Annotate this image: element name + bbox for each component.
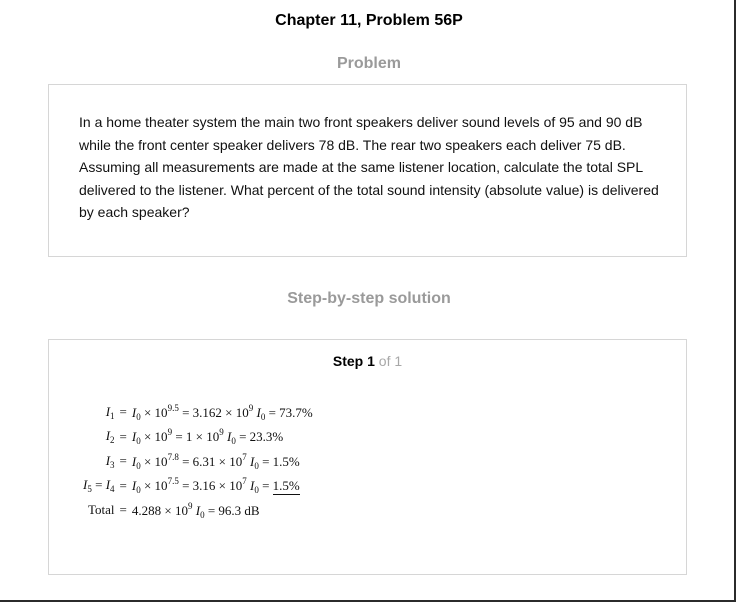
equation-lhs: $I_5 = I_4$ [83, 477, 115, 495]
equation-row: Total = $4.288 \times 10^9$ $I_0 = 96.3$ dB [83, 498, 313, 523]
equation-lhs: $I_2$ [105, 428, 115, 446]
equation-result: 73.7% [279, 404, 313, 420]
step-number: 1 [367, 353, 375, 369]
equation-result: 23.3% [249, 429, 284, 445]
equation-expression: $4.288 \times 10^9$ $I_0 = 96.3$ dB [131, 500, 260, 520]
step-title [49, 353, 686, 369]
problem-box [48, 84, 687, 257]
equation-result: 96.3 dB [218, 502, 260, 518]
equation-result: 1.5% [272, 478, 300, 494]
chapter-title: Chapter 11, Problem 56P [275, 12, 463, 29]
equation-expression: $I_0 \times 10^{7.5} = 3.16 \times 10^7$ $I_0 = 1.5\%$ [131, 476, 300, 496]
equation-result: 1.5% [272, 453, 300, 469]
equation-lhs: $I_1$ [105, 403, 115, 421]
step-box [48, 339, 687, 575]
equation-expression: $I_0 \times 10^{9.5} = 3.162 \times 10^9$ $I_0 = 73.7\%$ [131, 402, 313, 422]
solution-heading: Step-by-step solution [287, 290, 451, 307]
equation-lhs: Total [88, 502, 115, 518]
equation-row: $I_3$ = $I_0 \times 10^{7.8} = 6.31 \times 10^7$ $I_0 = 1.5\%$ [83, 449, 313, 474]
equation-row: $I_5 = I_4$ = $I_0 \times 10^{7.5} = 3.16 \times 10^7$ $I_0 = 1.5\%$ [83, 474, 313, 499]
equation-lhs: $I_3$ [105, 452, 115, 470]
step-label: Step [332, 353, 364, 369]
equation-expression: $I_0 \times 10^9 = 1 \times 10^9$ $I_0 = 23.3\%$ [131, 427, 284, 447]
step-of-count: of 1 [378, 353, 403, 369]
problem-text: In a home theater system the main two front speakers deliver sound levels of 95 and 90 dB while the front center speaker delivers 78 dB. The rear two speakers each deliver 75 dB. Assuming all measurements are made at the same listener location, calculate the total SPL delivered to the listener. What percent of the total sound intensity (absolute value) is delivered by each speaker? [79, 114, 659, 220]
equation-row: $I_2$ = $I_0 \times 10^9 = 1 \times 10^9$ $I_0 = 23.3\%$ [83, 425, 313, 450]
equation-expression: $I_0 \times 10^{7.8} = 6.31 \times 10^7$ $I_0 = 1.5\%$ [131, 451, 300, 471]
solution-equations [83, 400, 313, 523]
problem-heading: Problem [336, 55, 401, 72]
equation-row: $I_1$ = $I_0 \times 10^{9.5} = 3.162 \times 10^9$ $I_0 = 73.7\%$ [83, 400, 313, 425]
